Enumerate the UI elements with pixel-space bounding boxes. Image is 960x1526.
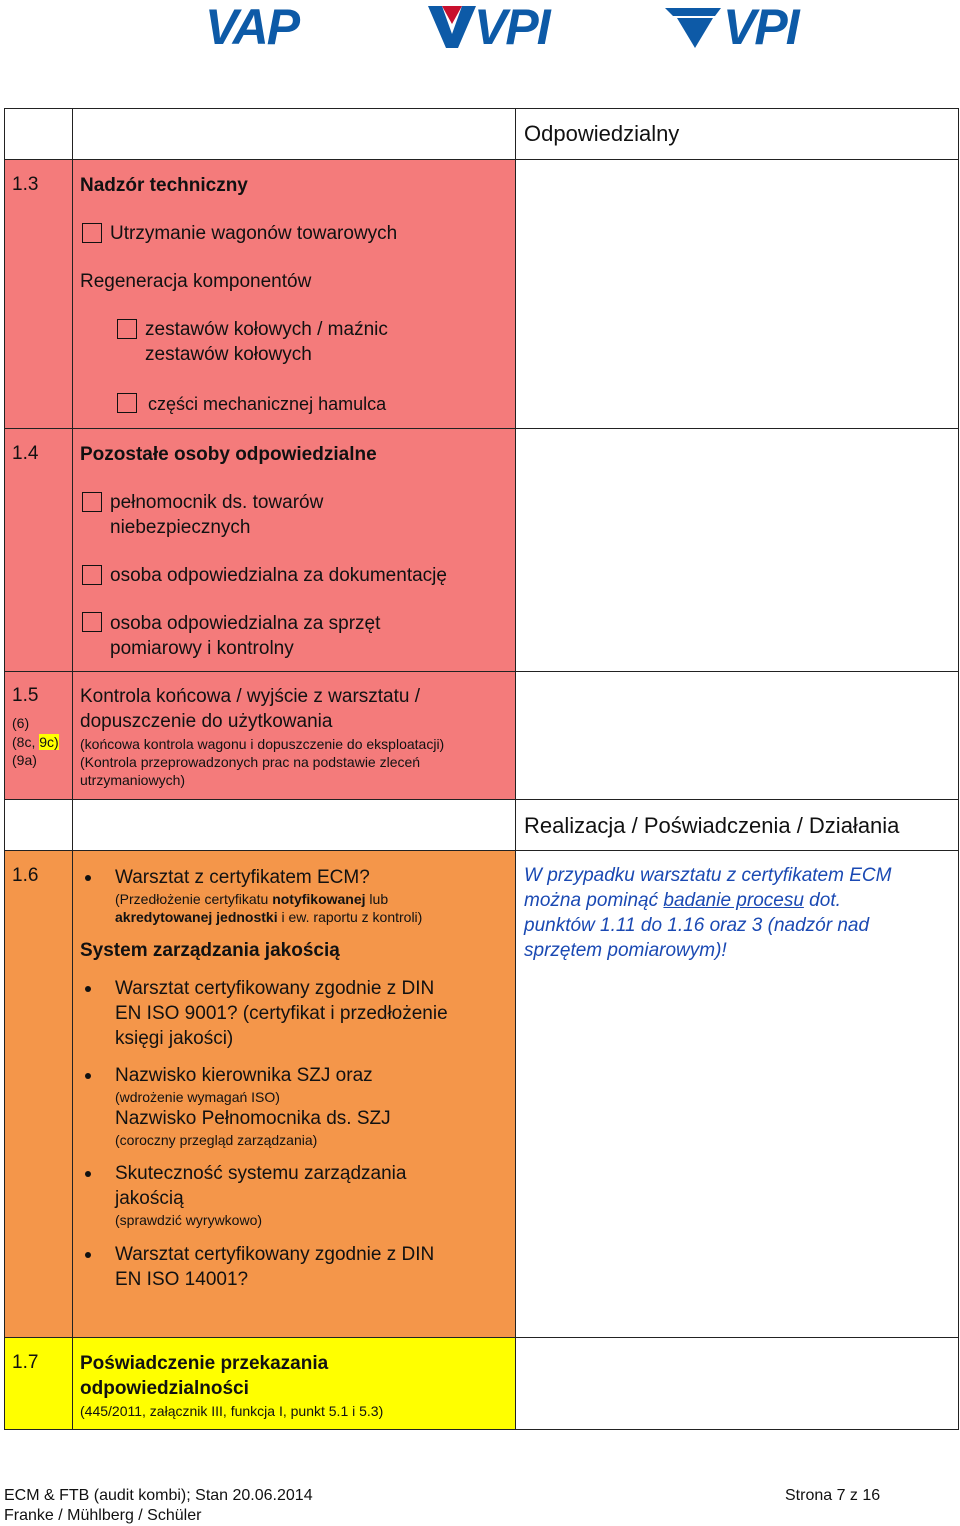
header-logos [0, 0, 960, 55]
header2-cell-realization [515, 799, 959, 851]
section-note: (końcowa kontrola wagonu i dopuszczenie do eksploatacji) [80, 736, 445, 752]
bullet-iso14001: Warsztat certyfikowany zgodnie z DIN [115, 1244, 435, 1265]
table-header-row-2 [4, 799, 959, 851]
section-1-7-num-cell [4, 1337, 73, 1430]
bullet-qms-manager-note: (wdrożenie wymagań ISO) [115, 1089, 280, 1105]
section-1-7-right-cell [515, 1337, 959, 1430]
qms-title: System zarządzania jakością [80, 940, 340, 961]
ecm-note-cont: sprzętem pomiarowym)! [524, 940, 727, 961]
vap-logo-text: VAP [205, 0, 299, 55]
bullet-iso9001: Warsztat certyfikowany zgodnie z DIN [115, 978, 435, 999]
section-number: 1.5 [12, 685, 39, 706]
section-note: (Kontrola przeprowadzonych prac na podstawie zleceń [80, 754, 421, 770]
bullet-qms-manager: Nazwisko kierownika SZJ oraz [115, 1065, 373, 1086]
section-number: 1.7 [12, 1352, 39, 1373]
header2-cell-num [4, 799, 73, 851]
header-cell-content [72, 108, 516, 160]
section-1-4-num-cell [4, 428, 73, 672]
bullet-icon [85, 1252, 91, 1258]
section-title: Nadzór techniczny [80, 175, 248, 196]
vpi-logo-2-text: VPI [723, 0, 798, 55]
checkbox-dangerous-goods[interactable] [82, 492, 102, 512]
section-1-5-right-cell [515, 671, 959, 800]
vap-logo [205, 0, 335, 55]
bullet-qms-effectiveness-cont: jakością [115, 1188, 184, 1209]
section-number: 1.3 [12, 174, 39, 195]
section-1-3-num-cell [4, 159, 73, 429]
vpi-swoosh-icon [665, 4, 725, 50]
bullet-icon [85, 1073, 91, 1079]
vpi-logo-1 [428, 0, 573, 55]
section-1-5-num-cell [4, 671, 73, 800]
section-note-cont: utrzymaniowych) [80, 772, 186, 788]
section-1-3-right-cell [515, 159, 959, 429]
realization-heading: Realizacja / Poświadczenia / Działania [524, 813, 900, 838]
checkbox-label: części mechanicznej hamulca [148, 394, 387, 414]
checkbox-wheelsets[interactable] [117, 319, 137, 339]
bullet-qms-effectiveness-note: (sprawdzić wyrywkowo) [115, 1212, 263, 1228]
bullet-ecm-note: (Przedłożenie certyfikatu notyfikowanej lub [115, 891, 389, 907]
responsible-heading: Odpowiedzialny [524, 121, 680, 146]
header2-cell-content [72, 799, 516, 851]
section-1-3-row [4, 159, 959, 429]
checkbox-documentation[interactable] [82, 565, 102, 585]
section-note: (445/2011, załącznik III, funkcja I, punkt 5.1 i 5.3) [80, 1403, 384, 1419]
checkbox-label-cont: niebezpiecznych [110, 517, 251, 538]
reference: (9a) [12, 752, 37, 768]
section-1-6-num-cell [4, 850, 73, 1338]
section-1-6-content-cell [72, 850, 516, 1338]
checkbox-label: osoba odpowiedzialna za sprzęt [110, 613, 381, 634]
checkbox-brake-parts[interactable] [117, 393, 137, 413]
process-audit-link[interactable]: badanie procesu [663, 890, 804, 911]
footer-doc-info: ECM & FTB (audit kombi); Stan 20.06.2014 [4, 1487, 313, 1504]
section-1-5-row [4, 671, 959, 800]
section-1-4-right-cell [515, 428, 959, 672]
section-title-cont: dopuszczenie do użytkowania [80, 711, 333, 732]
header-cell-num [4, 108, 73, 160]
section-1-4-row [4, 428, 959, 672]
section-1-6-right-cell [515, 850, 959, 1338]
subheading: Regeneracja komponentów [80, 271, 312, 292]
section-title: Pozostałe osoby odpowiedzialne [80, 444, 377, 465]
ecm-note-cont: punktów 1.11 do 1.16 oraz 3 (nadzór nad [524, 915, 870, 936]
section-title: Poświadczenie przekazania [80, 1353, 329, 1374]
checkbox-label-cont: pomiarowy i kontrolny [110, 638, 294, 659]
section-1-6-row [4, 850, 959, 1338]
bullet-ecm-note-cont: akredytowanej jednostki i ew. raportu z kontroli) [115, 909, 423, 925]
reference: (8c, 9c) [12, 734, 59, 750]
footer-page-number: Strona 7 z 16 [785, 1487, 881, 1504]
checkbox-wagon-maintenance[interactable] [82, 223, 102, 243]
bullet-ecm: Warsztat z certyfikatem ECM? [115, 867, 370, 888]
footer-authors: Franke / Mühlberg / Schüler [4, 1507, 202, 1524]
bullet-iso9001-cont: EN ISO 9001? (certyfikat i przedłożenie [115, 1003, 448, 1024]
vpi-logo-2 [665, 0, 805, 55]
bullet-qms-effectiveness: Skuteczność systemu zarządzania [115, 1163, 407, 1184]
bullet-icon [85, 1171, 91, 1177]
checkbox-label: pełnomocnik ds. towarów [110, 492, 324, 513]
bullet-qms-representative: Nazwisko Pełnomocnika ds. SZJ [115, 1108, 391, 1129]
section-title-cont: odpowiedzialności [80, 1378, 249, 1399]
ecm-note-cont: można pominąć badanie procesu dot. [524, 890, 841, 911]
table-header-row [4, 108, 959, 160]
checkbox-measuring-equipment[interactable] [82, 612, 102, 632]
section-1-7-row [4, 1337, 959, 1430]
vpi-logo-1-text: VPI [474, 0, 549, 55]
checkbox-label: zestawów kołowych / maźnic [145, 319, 388, 340]
bullet-iso9001-cont: księgi jakości) [115, 1028, 234, 1049]
section-1-7-content-cell [72, 1337, 516, 1430]
bullet-iso14001-cont: EN ISO 14001? [115, 1269, 249, 1290]
checkbox-label-cont: zestawów kołowych [145, 344, 312, 365]
section-1-5-content-cell [72, 671, 516, 800]
section-number: 1.4 [12, 443, 39, 464]
checkbox-label: osoba odpowiedzialna za dokumentację [110, 565, 447, 586]
section-1-4-content-cell [72, 428, 516, 672]
section-number: 1.6 [12, 865, 39, 886]
bullet-icon [85, 875, 91, 881]
checkbox-label: Utrzymanie wagonów towarowych [110, 223, 398, 244]
bullet-qms-representative-note: (coroczny przegląd zarządzania) [115, 1132, 318, 1148]
ecm-note: W przypadku warsztatu z certyfikatem ECM [524, 865, 892, 886]
reference: (6) [12, 715, 30, 731]
vpi-emblem-icon [428, 4, 476, 50]
bullet-icon [85, 986, 91, 992]
header-cell-responsible [515, 108, 959, 160]
section-title: Kontrola końcowa / wyjście z warsztatu / [80, 686, 421, 707]
section-1-3-content-cell [72, 159, 516, 429]
